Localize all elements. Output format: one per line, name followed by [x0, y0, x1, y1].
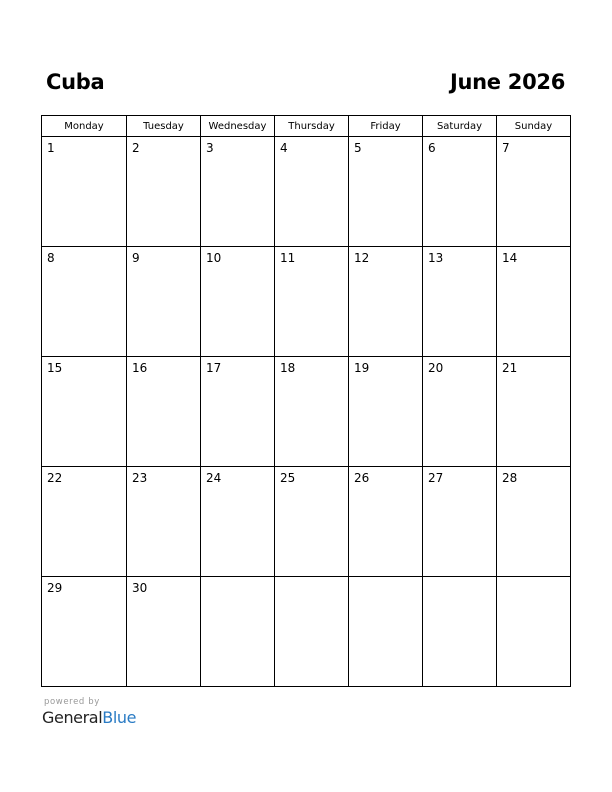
day-number: 18 [280, 361, 296, 375]
week-row-3 [42, 357, 571, 467]
day-number: 12 [354, 251, 370, 265]
generalblue-logo [42, 708, 136, 727]
weekday-monday: Monday [42, 116, 127, 137]
day-cell [275, 357, 349, 467]
day-number: 10 [206, 251, 222, 265]
day-number [349, 577, 422, 581]
weekday-friday: Friday [349, 116, 423, 137]
day-cell [42, 137, 127, 247]
day-cell [127, 357, 201, 467]
day-cell [423, 357, 497, 467]
generalblue-brand[interactable] [42, 697, 136, 727]
day-cell [275, 577, 349, 687]
day-number: 16 [132, 361, 148, 375]
day-number [497, 577, 570, 581]
day-cell [497, 357, 571, 467]
day-cell [201, 467, 275, 577]
day-number: 25 [280, 471, 296, 485]
day-cell [275, 247, 349, 357]
day-cell [423, 137, 497, 247]
day-cell [423, 577, 497, 687]
day-cell [349, 467, 423, 577]
day-number: 9 [132, 251, 140, 265]
day-cell [497, 467, 571, 577]
day-number: 11 [280, 251, 296, 265]
calendar-month-title: June 2026 [449, 70, 565, 94]
day-number: 7 [502, 141, 510, 155]
weekday-tuesday: Tuesday [127, 116, 201, 137]
powered-by-text: powered by [44, 697, 100, 707]
day-number [275, 577, 348, 581]
day-cell [423, 467, 497, 577]
day-number: 6 [428, 141, 436, 155]
week-row-2 [42, 247, 571, 357]
day-number: 19 [354, 361, 370, 375]
day-number: 22 [47, 471, 63, 485]
day-number: 15 [47, 361, 63, 375]
day-cell [201, 247, 275, 357]
day-cell [42, 357, 127, 467]
day-number: 13 [428, 251, 444, 265]
day-cell [497, 137, 571, 247]
weekday-wednesday: Wednesday [201, 116, 275, 137]
day-number: 27 [428, 471, 444, 485]
weekday-header-row [42, 116, 571, 137]
day-number: 4 [280, 141, 288, 155]
week-row-4 [42, 467, 571, 577]
day-cell [42, 577, 127, 687]
day-number: 30 [132, 581, 148, 595]
calendar-grid [41, 115, 571, 687]
day-cell [42, 247, 127, 357]
brand-name-first: General [42, 708, 103, 727]
day-cell [349, 357, 423, 467]
week-row-1 [42, 137, 571, 247]
calendar-country-title: Cuba [46, 70, 105, 94]
day-cell [275, 137, 349, 247]
day-number: 23 [132, 471, 148, 485]
day-number: 1 [47, 141, 55, 155]
day-cell [201, 577, 275, 687]
day-cell [201, 357, 275, 467]
day-number [423, 577, 496, 581]
day-number: 26 [354, 471, 370, 485]
weekday-thursday: Thursday [275, 116, 349, 137]
day-cell [201, 137, 275, 247]
day-cell [349, 247, 423, 357]
day-cell [497, 577, 571, 687]
day-number: 8 [47, 251, 55, 265]
weekday-saturday: Saturday [423, 116, 497, 137]
day-cell [497, 247, 571, 357]
day-number: 17 [206, 361, 222, 375]
day-cell [127, 137, 201, 247]
day-number: 28 [502, 471, 518, 485]
day-cell [42, 467, 127, 577]
day-number: 21 [502, 361, 518, 375]
day-cell [127, 467, 201, 577]
weekday-sunday: Sunday [497, 116, 571, 137]
day-number: 29 [47, 581, 63, 595]
day-cell [275, 467, 349, 577]
day-cell [127, 247, 201, 357]
day-number: 24 [206, 471, 222, 485]
day-cell [127, 577, 201, 687]
day-number: 14 [502, 251, 518, 265]
day-cell [349, 137, 423, 247]
day-number: 20 [428, 361, 444, 375]
day-number: 2 [132, 141, 140, 155]
day-number: 3 [206, 141, 214, 155]
day-cell [423, 247, 497, 357]
day-cell [349, 577, 423, 687]
day-number [201, 577, 274, 581]
brand-name-second: Blue [102, 708, 137, 727]
week-row-5 [42, 577, 571, 687]
day-number: 5 [354, 141, 362, 155]
